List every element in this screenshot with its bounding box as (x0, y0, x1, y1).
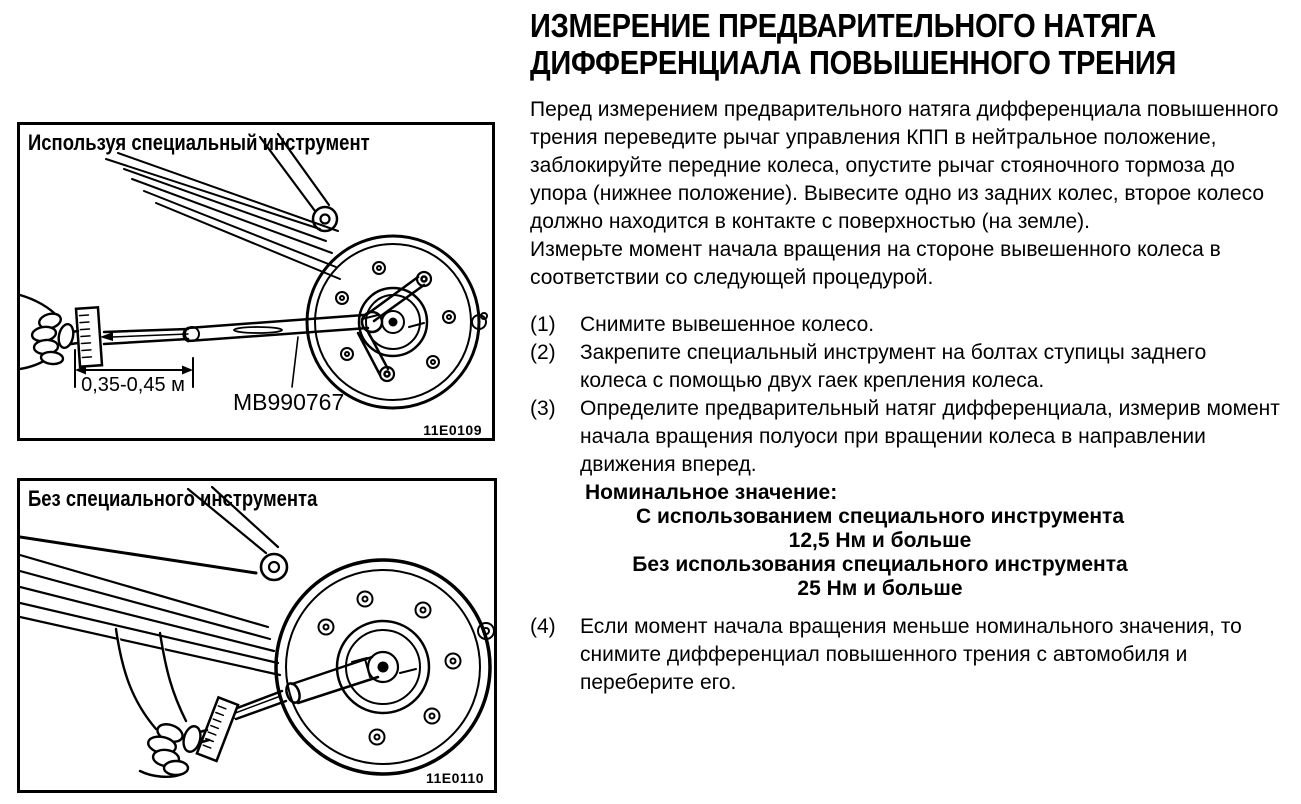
page-title (530, 7, 1264, 81)
intro-line: Перед измерением предварительного натяга дифференциала повышенного (530, 98, 1279, 121)
step-text-line: Закрепите специальный инструмент на болтах ступицы заднего (580, 341, 1207, 364)
intro-line: соответствии со следующей процедурой. (530, 266, 934, 289)
step-text-line: Определите предварительный натяг дифференциала, измерив момент (580, 397, 1280, 420)
page-title-line: ДИФФЕРЕНЦИАЛА ПОВЫШЕННОГО ТРЕНИЯ (530, 44, 1177, 81)
figure-without-special-tool (17, 478, 497, 793)
spec-value-line: 12,5 Нм и больше (788, 529, 972, 552)
step-number: (1) (530, 313, 556, 336)
intro-line: упора (нижнее положение). Вывесите одно из задних колес, второе колесо (530, 182, 1265, 205)
step-item (530, 339, 1280, 395)
spec-value-line: Без использования специального инструмента (632, 553, 1128, 576)
spec-value-line: 25 Нм и больше (797, 577, 963, 600)
figure1-code: 11E0109 (423, 422, 482, 438)
step-number: (4) (530, 615, 556, 638)
figure1-tool-number: MB990767 (233, 389, 345, 415)
step-number: (3) (530, 397, 556, 420)
intro-line: заблокируйте передние колеса, опустите рычаг стояночного тормоза до (530, 154, 1235, 177)
step-text (580, 339, 1206, 395)
step-text-line: движения вперед. (580, 453, 757, 476)
figure1-dimension-label: 0,35-0,45 м (81, 374, 185, 396)
page-title-line: ИЗМЕРЕНИЕ ПРЕДВАРИТЕЛЬНОГО НАТЯГА (530, 7, 1156, 44)
step-item (530, 311, 1280, 339)
intro-line: должно находится в контакте с поверхностью (на земле). (530, 210, 1091, 233)
step-text-line: колеса с помощью двух гаек крепления колеса. (580, 369, 1045, 392)
step-item (530, 395, 1280, 479)
step-text-line: снимите дифференциал повышенного трения с автомобиля и (580, 643, 1188, 666)
step-text-line: начала вращения полуоси при вращении колеса в направлении (580, 425, 1206, 448)
step-text (580, 613, 1242, 697)
spec-value-line: С использованием специального инструмента (635, 505, 1125, 528)
figure-with-special-tool (17, 122, 495, 441)
step-item (530, 613, 1242, 697)
step-text-line: Снимите вывешенное колесо. (580, 313, 875, 336)
step-text-line: переберите его. (580, 671, 737, 694)
step-text-line: Если момент начала вращения меньше номинального значения, то (580, 615, 1242, 638)
step-text (580, 311, 874, 339)
intro-paragraph (530, 96, 1278, 292)
spec-heading: Номинальное значение: (585, 481, 838, 504)
wheel-hub-wrench-illustration (20, 481, 494, 790)
figure2-title: Без специального инструмента (28, 486, 318, 511)
intro-line: трения переведите рычаг управления КПП в нейтральное положение, (530, 126, 1217, 149)
step-text (580, 395, 1280, 479)
figure2-code: 11E0110 (425, 770, 484, 786)
step-number: (2) (530, 341, 556, 364)
nominal-value-spec (585, 481, 1175, 601)
procedure-steps (530, 311, 1280, 479)
figure1-title: Используя специальный инструмент (28, 130, 370, 155)
spec-values (585, 505, 1175, 601)
intro-line: Измерьте момент начала вращения на стороне вывешенного колеса в (530, 238, 1221, 261)
